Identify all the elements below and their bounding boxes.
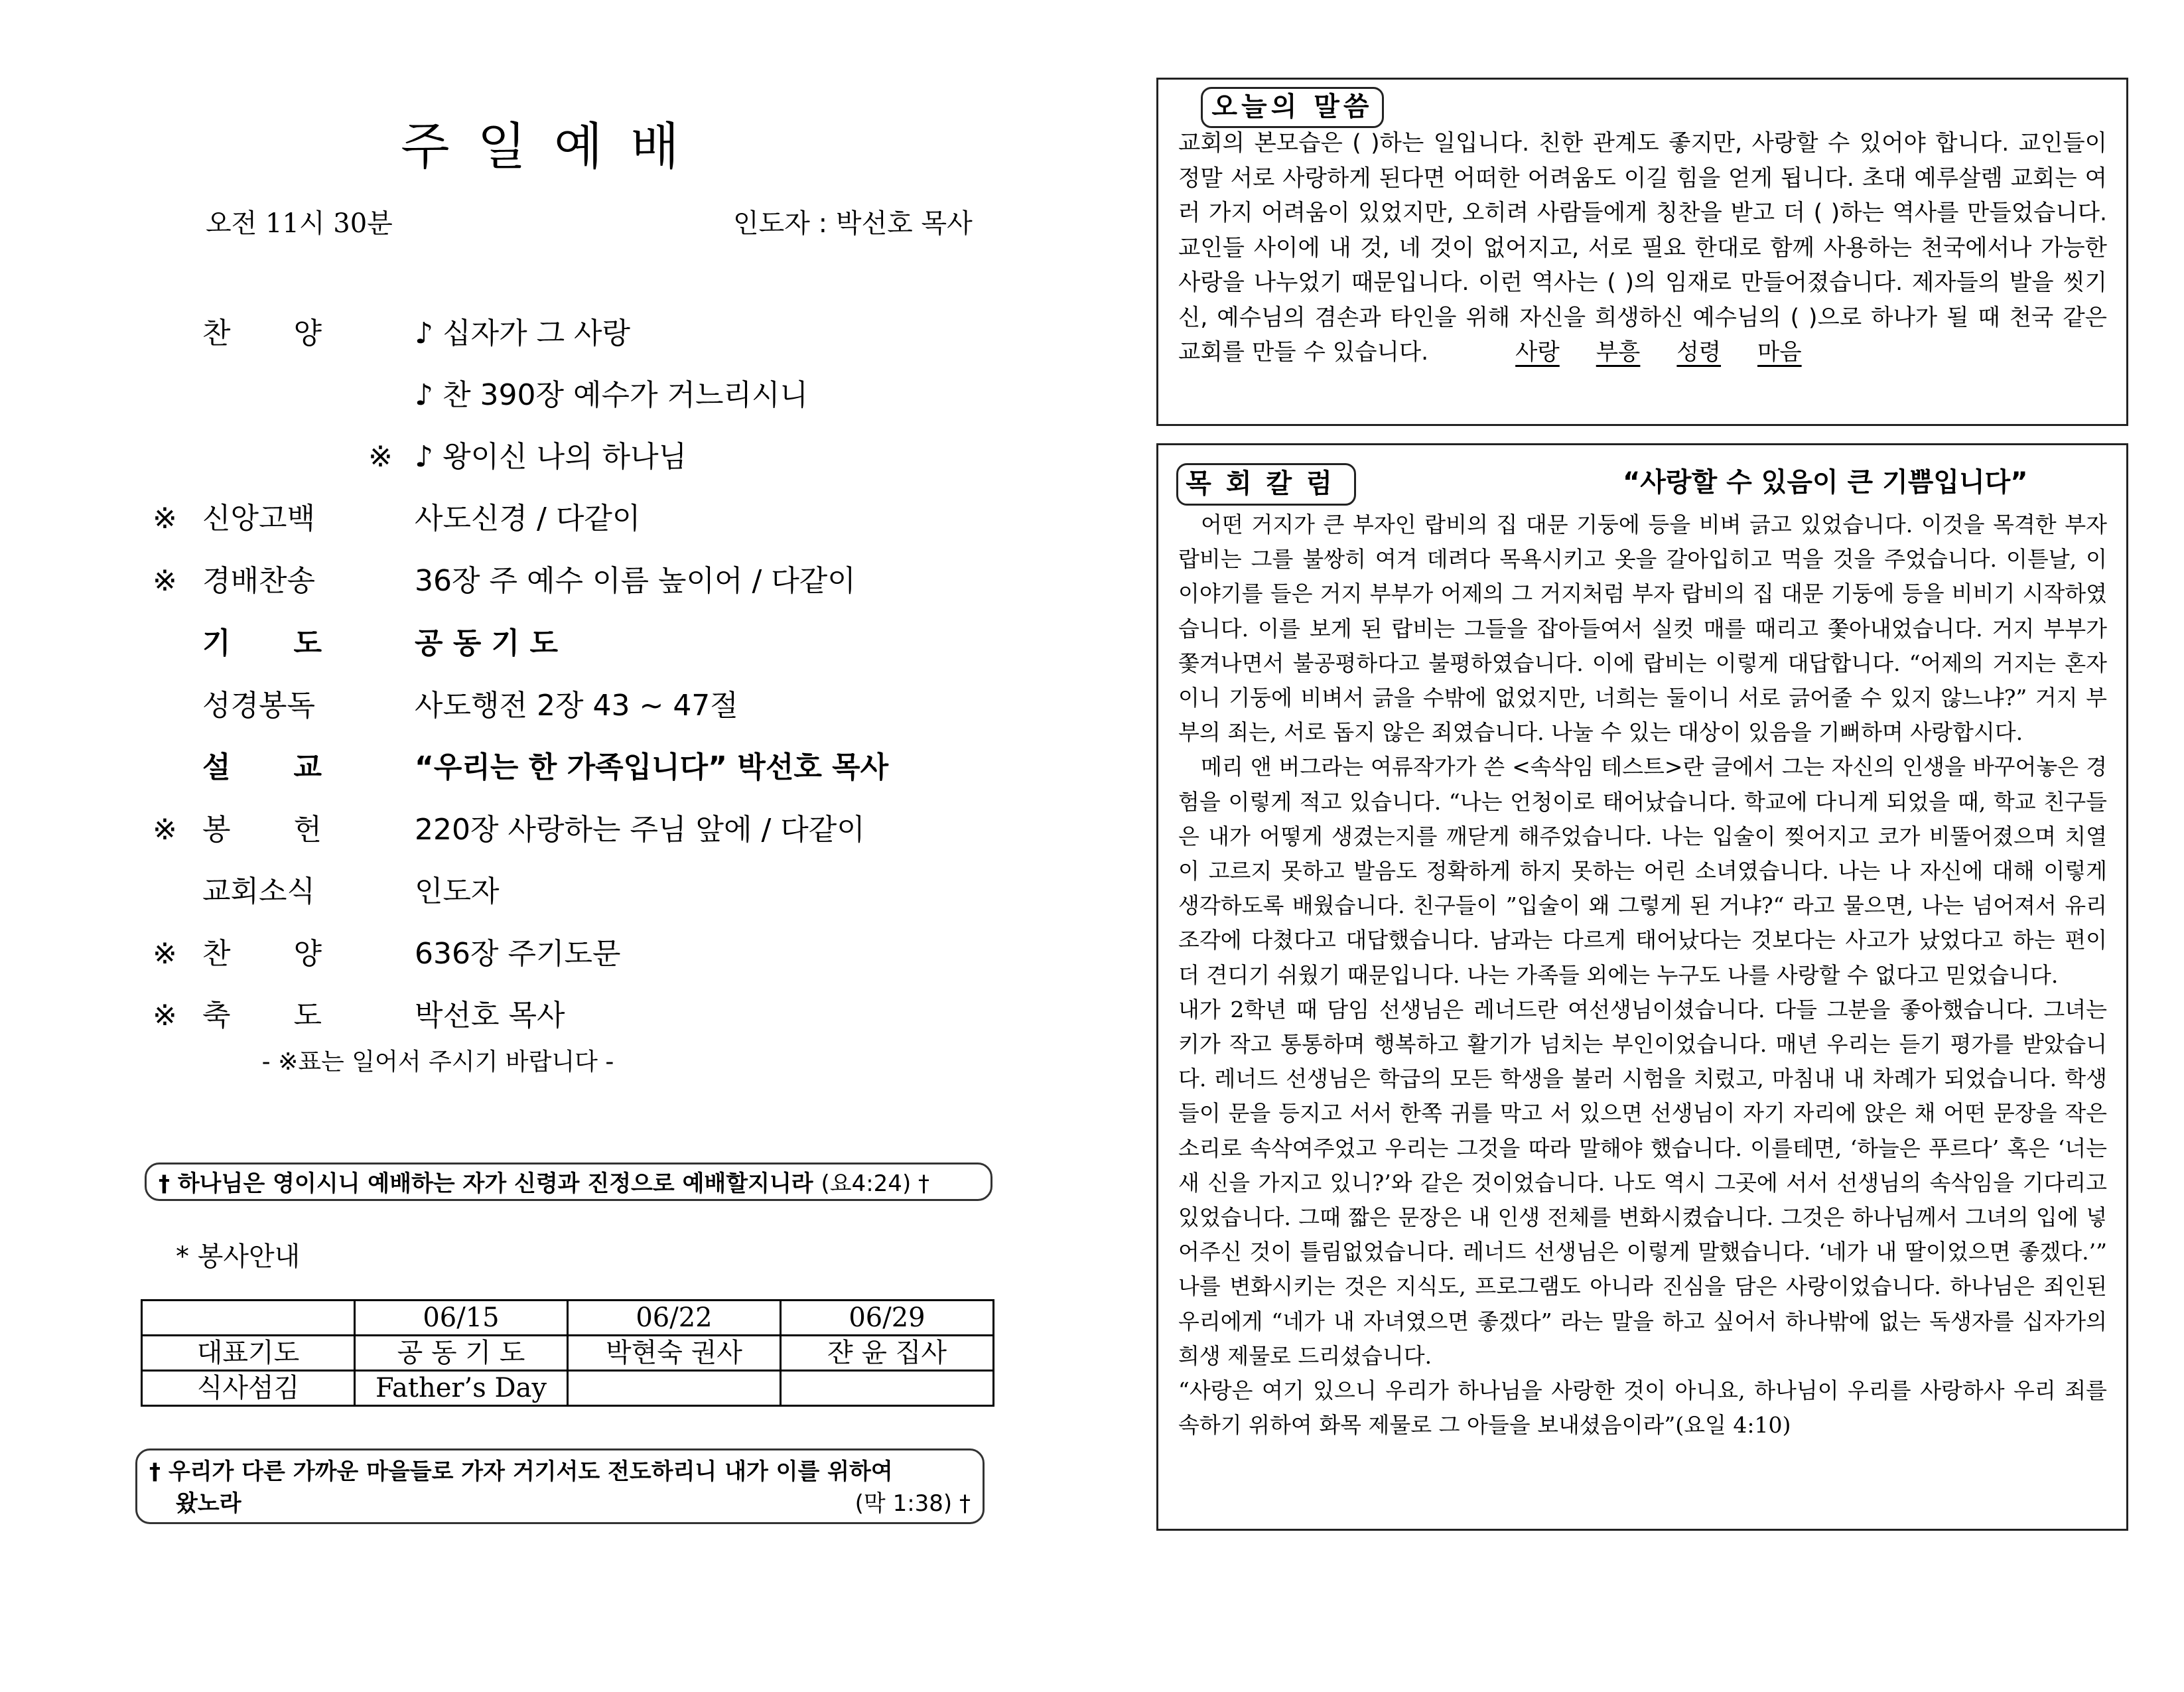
order-content: ♪ 십자가 그 사랑 (415, 317, 631, 350)
order-label (202, 561, 322, 601)
order-label-part: 기 (202, 626, 231, 660)
table-cell: 박현숙 권사 (568, 1336, 781, 1371)
order-label-part: 경배찬송 (202, 564, 316, 598)
todays-word-body: 교회의 본모습은 ( )하는 일입니다. 친한 관계도 좋지만, 사랑할 수 있어야 합니다. 교인들이 정말 서로 사랑하게 된다면 어떠한 어려움도 이길 힘을 얻게 됩니다. 초대 예루살렘 교회는 여러 가지 어려움이 있었지만, 오히려 사람들에게 칭찬을 받고 더 ( )하는 역사를 만들었습니다. 교인들 사이에 내 것, 네 것이 없어지고, 서로 필요 한대로 함께 사용하는 천국에서나 가능한 사랑을 나누었기 때문입니다. 이런 역사는 ( )의 임재로 만들어졌습니다. 제자들의 발을 씻기신, 예수님의 겸손과 타인을 위해 자신을 희생하신 예수님의 ( )으로 하나가 될 때 천국 같은 교회를 만들 수 있습니다. (1178, 130, 2107, 366)
table-row (142, 1336, 994, 1371)
order-label-part: 찬 (202, 317, 231, 350)
verse-box-mark (135, 1448, 985, 1524)
answer-word: 부흥 (1596, 339, 1641, 366)
order-label-part: 교회소식 (202, 875, 316, 908)
table-cell (781, 1371, 994, 1406)
order-content: ♪ 찬 390장 예수가 거느리시니 (415, 378, 809, 412)
table-cell (568, 1371, 781, 1406)
standing-mark: ※ (153, 564, 177, 598)
order-label (202, 934, 322, 974)
column-body (1178, 508, 2107, 1443)
stand-note: - ※표는 일어서 주시기 바랍니다 - (261, 1048, 614, 1076)
answer-list (1515, 335, 1831, 370)
order-label-part: 도 (293, 626, 322, 660)
todays-word-box (1156, 78, 2128, 426)
pastoral-column-box (1156, 443, 2128, 1531)
order-content: 박선호 목사 (415, 999, 565, 1032)
answer-word: 성령 (1676, 339, 1722, 366)
table-row (142, 1371, 994, 1406)
table-cell: 공 동 기 도 (355, 1336, 568, 1371)
order-label-part: 성경봉독 (202, 689, 316, 723)
order-content: 사도행전 2장 43 ~ 47절 (415, 689, 738, 723)
order-content: 인도자 (415, 875, 500, 908)
todays-word-text (1178, 126, 2107, 370)
header-cell (142, 1301, 355, 1336)
order-content: 220장 사랑하는 주님 앞에 / 다같이 (415, 813, 865, 847)
column-title: “사랑할 수 있음이 큰 기쁨입니다” (1623, 467, 2028, 498)
header-cell: 06/29 (781, 1301, 994, 1336)
order-label (202, 624, 322, 664)
order-label (202, 872, 322, 912)
column-paragraph: 어떤 거지가 큰 부자인 랍비의 집 대문 기둥에 등을 비벼 긁고 있었습니다. 이것을 목격한 부자 랍비는 그를 불쌍히 여겨 데려다 목욕시키고 옷을 갈아입히고 먹을 것을 주었습니다. 이튿날, 이 이야기를 들은 거지 부부가 어제의 그 거지처럼 부자 랍비의 집 대문 기둥에 등을 비비기 시작하였습니다. 이를 보게 된 랍비는 그들을 잡아들여서 실컷 매를 때리고 쫓아내었습니다. 거지 부부가 쫓겨나면서 불공평하다고 불평하였습니다. 이에 랍비는 이렇게 대답합니다. “어제의 거지는 혼자이니 기둥에 비벼서 긁을 수밖에 없었지만, 너희는 둘이니 서로 긁어줄 수 있지 않느냐?” 거지 부부의 죄는, 서로 돕지 않은 죄였습니다. 나눌 수 있는 대상이 있음을 기뻐하며 사랑합시다. (1178, 512, 2107, 746)
order-label (202, 996, 322, 1036)
column-paragraph: 내가 2학년 때 담임 선생님은 레너드란 여선생님이셨습니다. 다들 그분을 좋아했습니다. 그녀는 키가 작고 통통하며 행복하고 활기가 넘치는 부인이었습니다. 매년 우리는 듣기 평가를 받았습니다. 레너드 선생님은 학급의 모든 학생을 불러 시험을 치렀고, 마침내 내 차례가 되었습니다. 학생들이 문을 등지고 서서 한쪽 귀를 막고 서 있으면 선생님이 자기 자리에 앉은 채 어떤 문장을 작은 소리로 속삭여주었고 우리는 그것을 따라 말해야 했습니다. 이를테면, ‘하늘은 푸르다’ 혹은 ‘너는 새 신을 가지고 있니?’와 같은 것이었습니다. 나도 역시 그곳에 서서 선생님의 속삭임을 기다리고 있었습니다. 그때 짧은 문장은 내 인생 전체를 변화시켰습니다. 그것은 하나님께서 그녀의 입에 넣어주신 것이 틀림없었습니다. 레너드 선생님은 이렇게 말했습니다. ‘네가 내 딸이었으면 좋겠다.’” 나를 변화시키는 것은 지식도, 프로그램도 아니라 진심을 담은 사랑이었습니다. 하나님은 죄인된 우리에게 “네가 내 자녀였으면 좋겠다” 라는 말을 하고 싶어서 하나밖에 없는 독생자를 십자가의 희생 제물로 드리셨습니다. (1178, 996, 2107, 1369)
column-paragraph: “사랑은 여기 있으니 우리가 하나님을 사랑한 것이 아니요, 하나님이 우리를 사랑하사 우리 죄를 속하기 위하여 화목 제물로 그 아들을 보내셨음이라”(요일 4:10) (1178, 1377, 2107, 1439)
table-cell: Father’s Day (355, 1371, 568, 1406)
table-cell: 쟌 윤 집사 (781, 1336, 994, 1371)
table-cell: 식사섬김 (142, 1371, 355, 1406)
service-time: 오전 11시 30분 (206, 208, 393, 239)
order-content: 공 동 기 도 (415, 626, 558, 660)
order-label-part: 도 (293, 999, 322, 1032)
order-label (202, 810, 322, 850)
order-content: 636장 주기도문 (415, 937, 621, 971)
verse-line-1: † 우리가 다른 가까운 마을들로 가자 거기서도 전도하리니 내가 이를 위하여 (149, 1458, 893, 1485)
order-label (202, 686, 322, 726)
table-header-row (142, 1301, 994, 1336)
service-table (141, 1299, 994, 1407)
order-label-part: 축 (202, 999, 231, 1032)
service-guide-heading: * 봉사안내 (176, 1241, 301, 1272)
order-label (202, 499, 322, 539)
order-label-part: 헌 (293, 813, 322, 847)
todays-word-tag: 오늘의 말씀 (1201, 87, 1384, 128)
verse-reference: (요4:24) † (821, 1170, 930, 1197)
order-label-part: 교 (293, 750, 322, 784)
order-content: ♪ 왕이신 나의 하나님 (415, 440, 687, 474)
order-content: 사도신경 / 다같이 (415, 502, 641, 535)
column-paragraph: 메리 앤 버그라는 여류작가가 쓴 <속삭임 테스트>란 글에서 그는 자신의 인생을 바꾸어놓은 경험을 이렇게 적고 있습니다. “나는 언청이로 태어났습니다. 학교에 다니게 되었을 때, 학교 친구들은 내가 어떻게 생겼는지를 깨닫게 해주었습니다. 나는 입술이 찢어지고 코가 비뚤어졌으며 치열이 고르지 못하고 발음도 정확하게 하지 못하는 어린 소녀였습니다. 나는 나 자신에 대해 이렇게 생각하도록 배웠습니다. 친구들이 ”입술이 왜 그렇게 된 거냐?“ 라고 물으면, 나는 넘어져서 유리 조각에 다쳤다고 대답했습니다. 남과는 다르게 태어났다는 것보다는 사고가 났었다고 하는 편이 더 견디기 쉬웠기 때문입니다. 나는 가족들 외에는 누구도 나를 사랑할 수 없다고 믿었습니다. (1178, 754, 2107, 988)
answer-word: 사랑 (1515, 339, 1560, 366)
order-label (202, 748, 322, 788)
order-label-part: 양 (293, 317, 322, 350)
standing-mark: ※ (153, 937, 177, 971)
order-label-part: 봉 (202, 813, 231, 847)
service-leader: 인도자 : 박선호 목사 (733, 208, 973, 239)
standing-mark: ※ (153, 813, 177, 847)
order-label-part: 양 (293, 937, 322, 971)
order-label-part: 찬 (202, 937, 231, 971)
order-label-part: 설 (202, 750, 231, 784)
page-title: 주일예배 (401, 117, 707, 176)
verse-text: † 하나님은 영이시니 예배하는 자가 신령과 진정으로 예배할지니라 (159, 1170, 821, 1197)
order-label-part: 신앙고백 (202, 502, 316, 535)
verse-box-john (145, 1163, 992, 1201)
answer-word: 마음 (1757, 339, 1802, 366)
table-cell: 대표기도 (142, 1336, 355, 1371)
column-tag: 목회칼럼 (1176, 463, 1356, 506)
order-label (202, 314, 322, 354)
standing-mark: ※ (153, 999, 177, 1032)
header-cell: 06/15 (355, 1301, 568, 1336)
order-content: “우리는 한 가족입니다” 박선호 목사 (415, 750, 889, 784)
standing-mark: ※ (153, 502, 177, 535)
verse-line-2: 왔노라 (176, 1490, 241, 1517)
order-content: 36장 주 예수 이름 높이어 / 다같이 (415, 564, 856, 598)
standing-mark: ※ (368, 440, 393, 474)
header-cell: 06/22 (568, 1301, 781, 1336)
verse-reference: (막 1:38) † (854, 1490, 971, 1517)
